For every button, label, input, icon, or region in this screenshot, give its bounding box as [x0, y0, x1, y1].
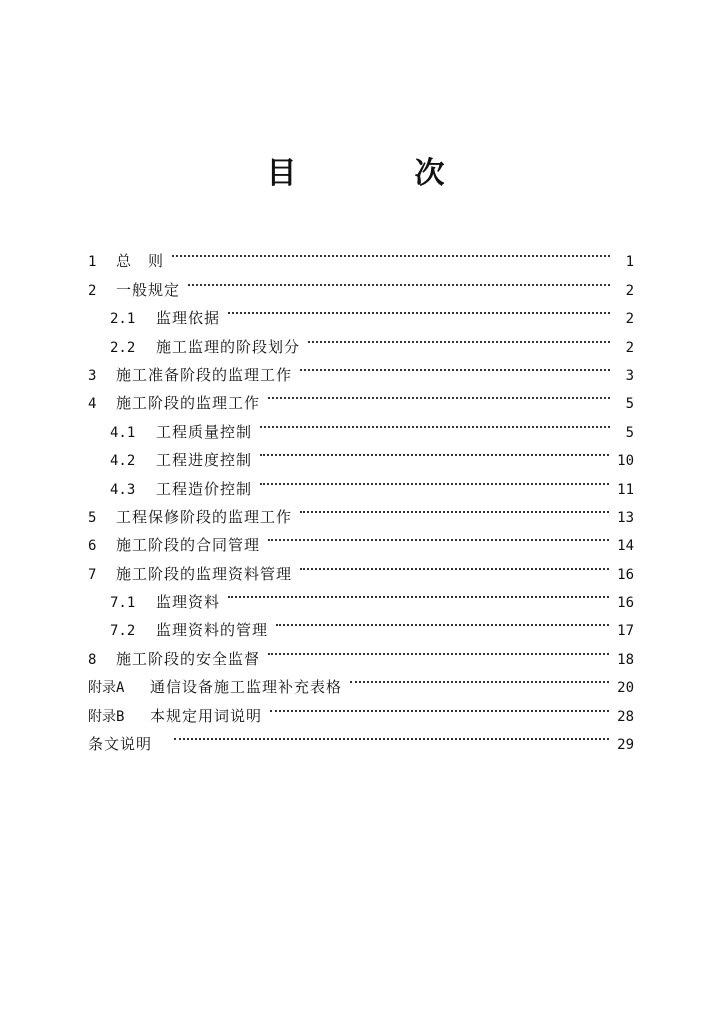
dot-leader — [300, 352, 610, 380]
dot-leader — [172, 238, 610, 266]
dot-leader — [270, 692, 609, 720]
toc-entry-page: 14 — [617, 538, 634, 555]
toc-entry-page: 29 — [617, 737, 634, 754]
toc-entry-label: 工程进度控制 — [156, 451, 253, 470]
toc-entry-page: 16 — [617, 566, 634, 583]
toc-entry-number: 2 — [88, 282, 97, 299]
toc-entry-number: 8 — [88, 651, 97, 668]
toc-entry-page: 2 — [625, 339, 634, 356]
toc-entry-number: 2.2 — [110, 339, 136, 356]
dot-leader — [228, 295, 610, 323]
toc-entry-page: 10 — [617, 453, 634, 470]
toc-entry-label: 工程保修阶段的监理工作 — [116, 507, 293, 526]
toc-entry-label: 施工阶段的监理工作 — [116, 394, 261, 413]
toc-entry-label: 施工阶段的监理资料管理 — [116, 564, 293, 583]
toc-entry-number: 2.1 — [110, 311, 136, 328]
toc-entry-page: 1 — [625, 254, 634, 271]
toc-entry-number: 4.1 — [110, 424, 136, 441]
toc-entry-label: 施工监理的阶段划分 — [156, 337, 301, 356]
toc-entry-label: 本规定用词说明 — [150, 706, 263, 725]
toc-entry-label: 工程造价控制 — [156, 479, 253, 498]
toc-entry-label: 总 则 — [116, 252, 165, 271]
toc-entry-page: 28 — [617, 708, 634, 725]
toc-entry-number: 3 — [88, 367, 97, 384]
toc-entry-page: 18 — [617, 651, 634, 668]
toc-entry-page: 2 — [625, 311, 634, 328]
toc-entry-number: 7 — [88, 566, 97, 583]
toc-entry-number: 4 — [88, 396, 97, 413]
dot-leader — [174, 721, 609, 749]
dot-leader — [268, 522, 609, 550]
dot-leader — [188, 266, 610, 294]
dot-leader — [260, 465, 609, 493]
toc-entry-number: 1 — [88, 254, 97, 271]
toc-entry-label: 一般规定 — [116, 280, 181, 299]
dot-leader — [300, 550, 609, 578]
dot-leader — [260, 437, 609, 465]
dot-leader — [308, 323, 610, 351]
toc-entry-page: 13 — [617, 509, 634, 526]
toc-entry-number: 6 — [88, 538, 97, 555]
toc-entry-page: 16 — [617, 595, 634, 612]
dot-leader — [276, 607, 609, 635]
dot-leader — [300, 494, 609, 522]
toc-entry-label: 通信设备施工监理补充表格 — [150, 678, 343, 697]
toc-entry-page: 11 — [617, 481, 634, 498]
toc-entry-number: 4.2 — [110, 453, 136, 470]
toc-title: 目 次 — [266, 156, 489, 191]
dot-leader — [268, 380, 610, 408]
toc-entry — [88, 238, 634, 271]
toc-entry-number: 5 — [88, 509, 97, 526]
toc-entry-label: 条文说明 — [88, 735, 153, 754]
toc-entry-page: 5 — [625, 396, 634, 413]
dot-leader — [260, 408, 610, 436]
toc-entry-number: 7.1 — [110, 595, 136, 612]
toc-entry-number: 附录A — [88, 680, 125, 697]
dot-leader — [268, 635, 609, 663]
toc-entry-number: 4.3 — [110, 481, 136, 498]
toc-entry-page: 3 — [625, 367, 634, 384]
toc-entry-page: 2 — [625, 282, 634, 299]
toc-entry-number: 附录B — [88, 708, 125, 725]
toc-entry-label: 施工准备阶段的监理工作 — [116, 365, 293, 384]
table-of-contents — [88, 238, 634, 754]
toc-entry-label: 施工阶段的合同管理 — [116, 536, 261, 555]
toc-entry-label: 监理依据 — [156, 309, 221, 328]
toc-entry-label: 施工阶段的安全监督 — [116, 649, 261, 668]
dot-leader — [350, 664, 609, 692]
toc-entry-page: 17 — [617, 623, 634, 640]
toc-entry-label: 监理资料 — [156, 593, 221, 612]
toc-entry-page: 5 — [625, 424, 634, 441]
dot-leader — [228, 579, 609, 607]
toc-entry-number: 7.2 — [110, 623, 136, 640]
toc-entry-label: 监理资料的管理 — [156, 621, 269, 640]
toc-entry-label: 工程质量控制 — [156, 422, 253, 441]
toc-entry-page: 20 — [617, 680, 634, 697]
